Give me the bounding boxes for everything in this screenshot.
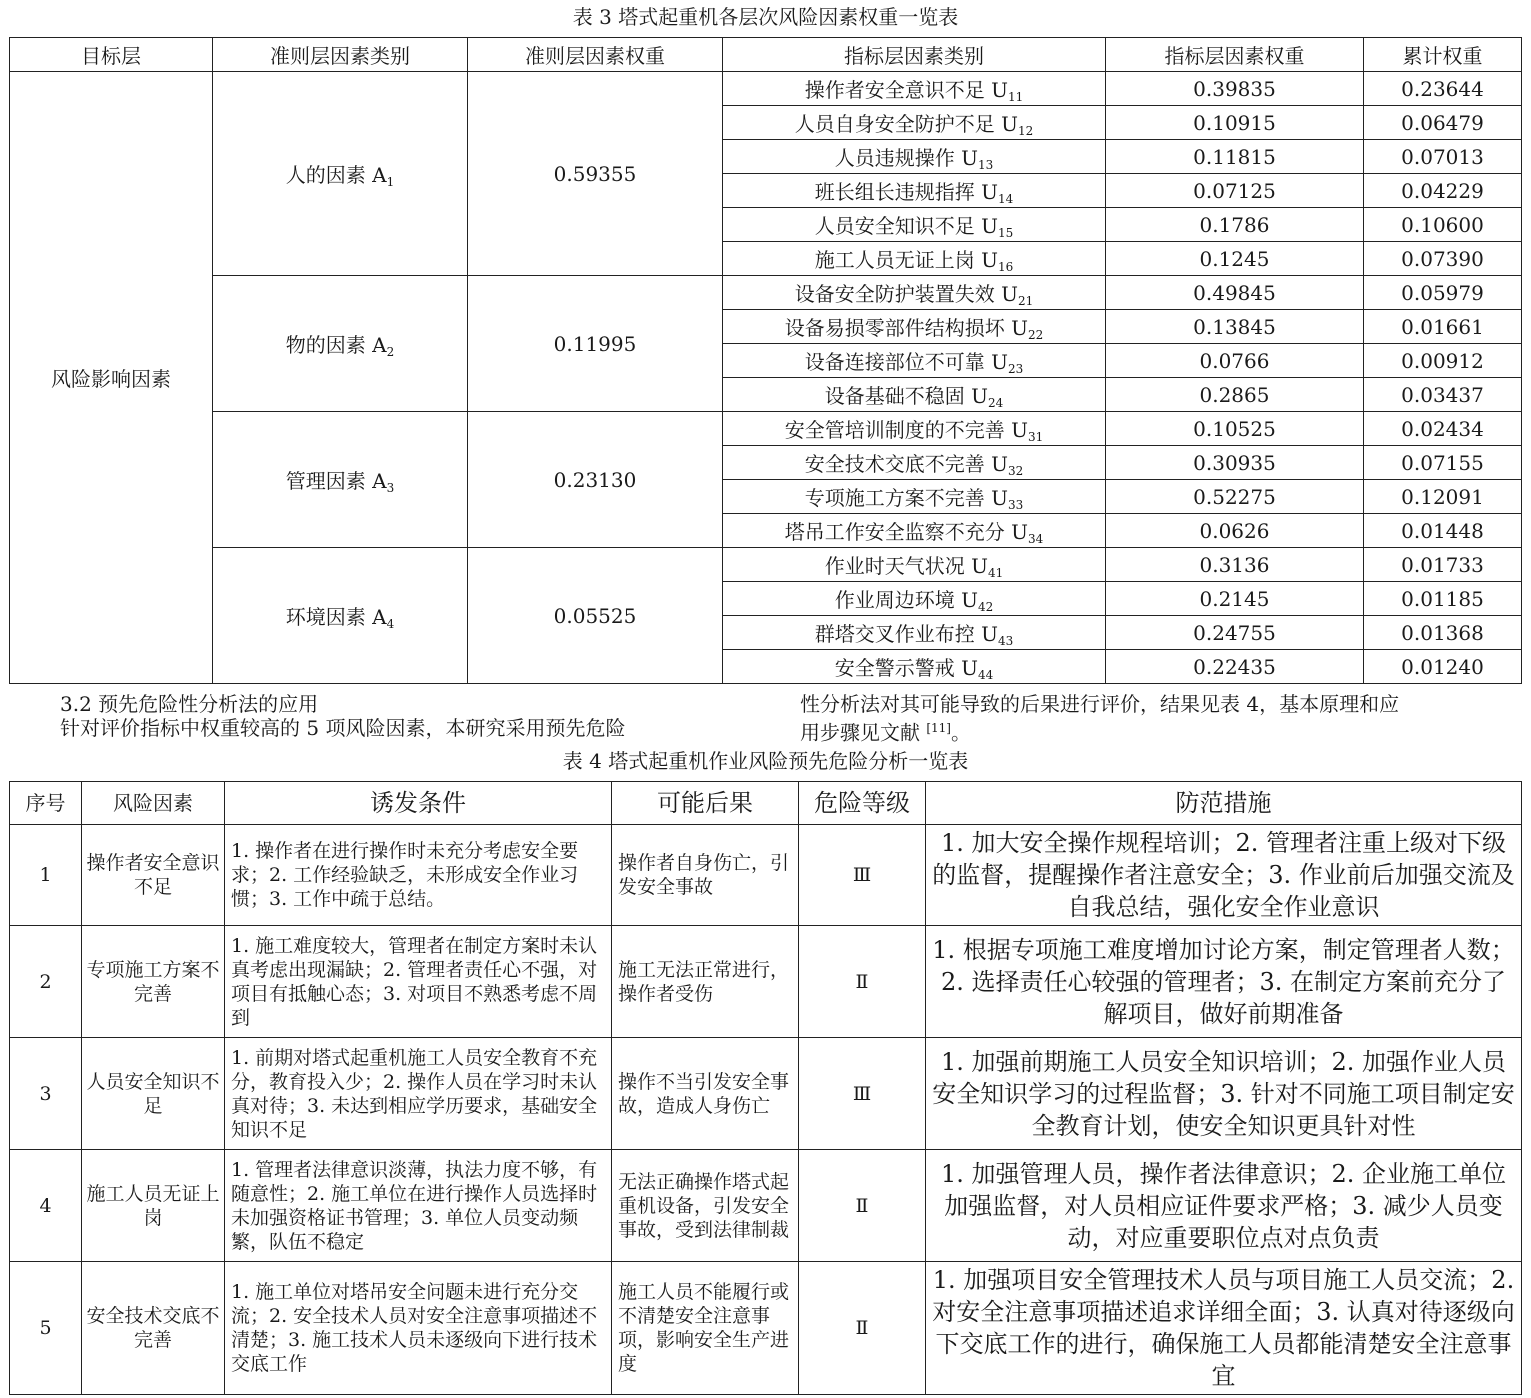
- hazard-level-cell: Ⅲ: [799, 1038, 926, 1150]
- table4-caption: 表 4 塔式起重机作业风险预先危险分析一览表: [562, 749, 969, 773]
- table3-header: 累计权重: [1364, 38, 1522, 72]
- trigger-condition-cell: 1. 施工难度较大，管理者在制定方案时未认真考虑出现漏缺；2. 管理者责任心不强，对项目有抵触心态；3. 对项目不熟悉考虑不周到: [225, 926, 612, 1038]
- prevention-measure-cell: 1. 加强管理人员，操作者法律意识；2. 企业施工单位加强监督，对人员相应证件要求严格；3. 减少人员变动，对应重要职位点对点负责: [926, 1150, 1522, 1262]
- cumulative-weight-cell: 0.01240: [1364, 650, 1522, 684]
- indicator-name: 人员违规操作 U: [834, 146, 978, 170]
- indicator-name: 安全技术交底不完善 U: [804, 452, 1008, 476]
- table4-header: 诱发条件: [225, 782, 612, 825]
- trigger-condition-cell: 1. 施工单位对塔吊安全问题未进行充分交流；2. 安全技术人员对安全注意事项描述不清楚；3. 施工技术人员未逐级向下进行技术交底工作: [225, 1262, 612, 1395]
- table4-body: [10, 825, 1522, 1395]
- cumulative-weight-cell: 0.04229: [1364, 174, 1522, 208]
- cumulative-weight-cell: 0.01661: [1364, 310, 1522, 344]
- indicator-name: 施工人员无证上岗 U: [814, 248, 998, 272]
- criterion-name-cell: [213, 548, 468, 684]
- indicator-name-cell: [723, 378, 1106, 412]
- body-text-right-2a: 用步骤见文献: [800, 720, 927, 745]
- cumulative-weight-cell: 0.05979: [1364, 276, 1522, 310]
- table4-row: [10, 1038, 1522, 1150]
- criterion-subscript: 2: [386, 345, 395, 359]
- indicator-name: 群塔交叉作业布控 U: [814, 622, 998, 646]
- table4-row: [10, 1150, 1522, 1262]
- possible-consequence-cell: 无法正确操作塔式起重机设备，引发安全事故，受到法律制裁: [612, 1150, 799, 1262]
- cumulative-weight-cell: 0.01368: [1364, 616, 1522, 650]
- cumulative-weight-cell: 0.01448: [1364, 514, 1522, 548]
- body-text-left: 针对评价指标中权重较高的 5 项风险因素，本研究采用预先危险: [60, 716, 626, 740]
- indicator-name-cell: [723, 242, 1106, 276]
- indicator-weight-cell: 0.13845: [1106, 310, 1364, 344]
- indicator-weight-cell: 0.52275: [1106, 480, 1364, 514]
- hazard-level-cell: Ⅲ: [799, 825, 926, 926]
- indicator-name-cell: [723, 310, 1106, 344]
- cumulative-weight-cell: 0.02434: [1364, 412, 1522, 446]
- table4-header: 可能后果: [612, 782, 799, 825]
- goal-layer-cell: 风险影响因素: [10, 72, 213, 684]
- table3-body: [10, 72, 1522, 684]
- row-number-cell: 2: [10, 926, 82, 1038]
- table3-row: [10, 276, 1522, 310]
- indicator-name: 塔吊工作安全监察不充分 U: [784, 520, 1028, 544]
- hazard-level-cell: Ⅱ: [799, 926, 926, 1038]
- criterion-subscript: 3: [386, 481, 395, 495]
- row-number-cell: 4: [10, 1150, 82, 1262]
- indicator-subscript: 24: [987, 396, 1004, 410]
- row-number-cell: 1: [10, 825, 82, 926]
- table3-header: 目标层: [10, 38, 213, 72]
- indicator-weight-cell: 0.0766: [1106, 344, 1364, 378]
- possible-consequence-cell: 操作不当引发安全事故，造成人身伤亡: [612, 1038, 799, 1150]
- criterion-subscript: 4: [386, 617, 395, 631]
- table3: [9, 37, 1522, 684]
- indicator-name-cell: [723, 548, 1106, 582]
- possible-consequence-cell: 施工无法正常进行，操作者受伤: [612, 926, 799, 1038]
- criterion-name: 环境因素 A: [285, 605, 387, 629]
- indicator-weight-cell: 0.2145: [1106, 582, 1364, 616]
- indicator-name-cell: [723, 106, 1106, 140]
- criterion-name-cell: [213, 412, 468, 548]
- table4-row: [10, 825, 1522, 926]
- indicator-weight-cell: 0.1245: [1106, 242, 1364, 276]
- criterion-name: 管理因素 A: [285, 469, 387, 493]
- cumulative-weight-cell: 0.01733: [1364, 548, 1522, 582]
- indicator-weight-cell: 0.30935: [1106, 446, 1364, 480]
- risk-factor-cell: 人员安全知识不足: [82, 1038, 225, 1150]
- indicator-name: 人员安全知识不足 U: [814, 214, 998, 238]
- criterion-weight-cell: 0.11995: [468, 276, 723, 412]
- indicator-name-cell: [723, 344, 1106, 378]
- indicator-subscript: 32: [1007, 464, 1024, 478]
- cumulative-weight-cell: 0.10600: [1364, 208, 1522, 242]
- indicator-subscript: 44: [977, 668, 994, 682]
- indicator-name-cell: [723, 276, 1106, 310]
- indicator-name-cell: [723, 140, 1106, 174]
- indicator-subscript: 31: [1027, 430, 1044, 444]
- prevention-measure-cell: 1. 根据专项施工难度增加讨论方案，制定管理者人数；2. 选择责任心较强的管理者；3. 在制定方案前充分了解项目，做好前期准备: [926, 926, 1522, 1038]
- indicator-subscript: 42: [977, 600, 994, 614]
- row-number-cell: 3: [10, 1038, 82, 1150]
- cumulative-weight-cell: 0.23644: [1364, 72, 1522, 106]
- table3-row: [10, 72, 1522, 106]
- prevention-measure-cell: 1. 加强前期施工人员安全知识培训；2. 加强作业人员安全知识学习的过程监督；3. 针对不同施工项目制定安全教育计划，使安全知识更具针对性: [926, 1038, 1522, 1150]
- indicator-subscript: 34: [1027, 532, 1044, 546]
- indicator-weight-cell: 0.24755: [1106, 616, 1364, 650]
- table3-header-row: [10, 38, 1522, 72]
- body-text-right-2b: 。: [951, 720, 971, 745]
- table4-header: 危险等级: [799, 782, 926, 825]
- trigger-condition-cell: 1. 前期对塔式起重机施工人员安全教育不充分，教育投入少；2. 操作人员在学习时未认真对待；3. 未达到相应学历要求，基础安全知识不足: [225, 1038, 612, 1150]
- indicator-name: 班长组长违规指挥 U: [814, 180, 998, 204]
- cumulative-weight-cell: 0.03437: [1364, 378, 1522, 412]
- citation-ref: [11]: [926, 721, 951, 735]
- indicator-weight-cell: 0.11815: [1106, 140, 1364, 174]
- indicator-subscript: 13: [977, 158, 994, 172]
- indicator-subscript: 21: [1017, 294, 1034, 308]
- criterion-weight-cell: 0.23130: [468, 412, 723, 548]
- indicator-weight-cell: 0.39835: [1106, 72, 1364, 106]
- criterion-name-cell: [213, 72, 468, 276]
- table4-header-row: [10, 782, 1522, 825]
- row-number-cell: 5: [10, 1262, 82, 1395]
- trigger-condition-cell: 1. 操作者在进行操作时未充分考虑安全要求；2. 工作经验缺乏，未形成安全作业习惯；3. 工作中疏于总结。: [225, 825, 612, 926]
- table3-header: 指标层因素类别: [723, 38, 1106, 72]
- indicator-subscript: 41: [987, 566, 1004, 580]
- table4-header: 防范措施: [926, 782, 1522, 825]
- indicator-weight-cell: 0.3136: [1106, 548, 1364, 582]
- trigger-condition-cell: 1. 管理者法律意识淡薄，执法力度不够，有随意性；2. 施工单位在进行操作人员选择时未加强资格证书管理；3. 单位人员变动频繁，队伍不稳定: [225, 1150, 612, 1262]
- indicator-name: 安全管培训制度的不完善 U: [784, 418, 1028, 442]
- table4: [9, 781, 1522, 1395]
- table3-caption: 表 3 塔式起重机各层次风险因素权重一览表: [572, 5, 959, 29]
- indicator-name-cell: [723, 174, 1106, 208]
- table3-header: 准则层因素类别: [213, 38, 468, 72]
- criterion-name: 人的因素 A: [285, 163, 387, 187]
- hazard-level-cell: Ⅱ: [799, 1150, 926, 1262]
- indicator-weight-cell: 0.07125: [1106, 174, 1364, 208]
- indicator-name: 安全警示警戒 U: [834, 656, 978, 680]
- indicator-name: 设备易损零部件结构损坏 U: [784, 316, 1028, 340]
- criterion-subscript: 1: [386, 175, 395, 189]
- indicator-name: 专项施工方案不完善 U: [804, 486, 1008, 510]
- criterion-name: 物的因素 A: [285, 333, 387, 357]
- indicator-subscript: 16: [997, 260, 1014, 274]
- indicator-name: 操作者安全意识不足 U: [804, 78, 1008, 102]
- table4-header: 序号: [10, 782, 82, 825]
- indicator-name: 人员自身安全防护不足 U: [794, 112, 1018, 136]
- indicator-name-cell: [723, 514, 1106, 548]
- indicator-name-cell: [723, 72, 1106, 106]
- indicator-name-cell: [723, 208, 1106, 242]
- table4-header: 风险因素: [82, 782, 225, 825]
- indicator-name: 作业时天气状况 U: [824, 554, 988, 578]
- indicator-name: 作业周边环境 U: [834, 588, 978, 612]
- indicator-weight-cell: 0.2865: [1106, 378, 1364, 412]
- indicator-subscript: 14: [997, 192, 1014, 206]
- indicator-subscript: 22: [1027, 328, 1044, 342]
- table4-row: [10, 926, 1522, 1038]
- body-text-right-2: [800, 716, 971, 745]
- indicator-name-cell: [723, 582, 1106, 616]
- table4-row: [10, 1262, 1522, 1395]
- indicator-subscript: 15: [997, 226, 1014, 240]
- hazard-level-cell: Ⅱ: [799, 1262, 926, 1395]
- table3-row: [10, 412, 1522, 446]
- risk-factor-cell: 操作者安全意识不足: [82, 825, 225, 926]
- criterion-name-cell: [213, 276, 468, 412]
- cumulative-weight-cell: 0.12091: [1364, 480, 1522, 514]
- indicator-name: 设备安全防护装置失效 U: [794, 282, 1018, 306]
- criterion-weight-cell: 0.59355: [468, 72, 723, 276]
- indicator-name-cell: [723, 650, 1106, 684]
- indicator-weight-cell: 0.49845: [1106, 276, 1364, 310]
- possible-consequence-cell: 施工人员不能履行或不清楚安全注意事项，影响安全生产进度: [612, 1262, 799, 1395]
- section-heading: 3.2 预先危险性分析法的应用: [60, 692, 319, 716]
- cumulative-weight-cell: 0.07013: [1364, 140, 1522, 174]
- indicator-name: 设备基础不稳固 U: [824, 384, 988, 408]
- cumulative-weight-cell: 0.07155: [1364, 446, 1522, 480]
- possible-consequence-cell: 操作者自身伤亡，引发安全事故: [612, 825, 799, 926]
- cumulative-weight-cell: 0.01185: [1364, 582, 1522, 616]
- indicator-subscript: 12: [1017, 124, 1034, 138]
- indicator-subscript: 23: [1007, 362, 1024, 376]
- indicator-name: 设备连接部位不可靠 U: [804, 350, 1008, 374]
- prevention-measure-cell: 1. 加大安全操作规程培训；2. 管理者注重上级对下级的监督，提醒操作者注意安全；3. 作业前后加强交流及自我总结，强化安全作业意识: [926, 825, 1522, 926]
- criterion-weight-cell: 0.05525: [468, 548, 723, 684]
- indicator-weight-cell: 0.0626: [1106, 514, 1364, 548]
- table3-header: 指标层因素权重: [1106, 38, 1364, 72]
- indicator-weight-cell: 0.22435: [1106, 650, 1364, 684]
- cumulative-weight-cell: 0.00912: [1364, 344, 1522, 378]
- prevention-measure-cell: 1. 加强项目安全管理技术人员与项目施工人员交流；2. 对安全注意事项描述追求详细全面；3. 认真对待逐级向下交底工作的进行，确保施工人员都能清楚安全注意事宜: [926, 1262, 1522, 1395]
- indicator-subscript: 43: [997, 634, 1014, 648]
- indicator-name-cell: [723, 446, 1106, 480]
- indicator-name-cell: [723, 480, 1106, 514]
- body-text-right-1: 性分析法对其可能导致的后果进行评价，结果见表 4，基本原理和应: [800, 692, 1400, 716]
- table3-row: [10, 548, 1522, 582]
- cumulative-weight-cell: 0.06479: [1364, 106, 1522, 140]
- risk-factor-cell: 施工人员无证上岗: [82, 1150, 225, 1262]
- cumulative-weight-cell: 0.07390: [1364, 242, 1522, 276]
- indicator-subscript: 11: [1007, 90, 1024, 104]
- risk-factor-cell: 安全技术交底不完善: [82, 1262, 225, 1395]
- indicator-name-cell: [723, 412, 1106, 446]
- risk-factor-cell: 专项施工方案不完善: [82, 926, 225, 1038]
- table3-header: 准则层因素权重: [468, 38, 723, 72]
- indicator-name-cell: [723, 616, 1106, 650]
- indicator-subscript: 33: [1007, 498, 1024, 512]
- indicator-weight-cell: 0.10525: [1106, 412, 1364, 446]
- indicator-weight-cell: 0.10915: [1106, 106, 1364, 140]
- indicator-weight-cell: 0.1786: [1106, 208, 1364, 242]
